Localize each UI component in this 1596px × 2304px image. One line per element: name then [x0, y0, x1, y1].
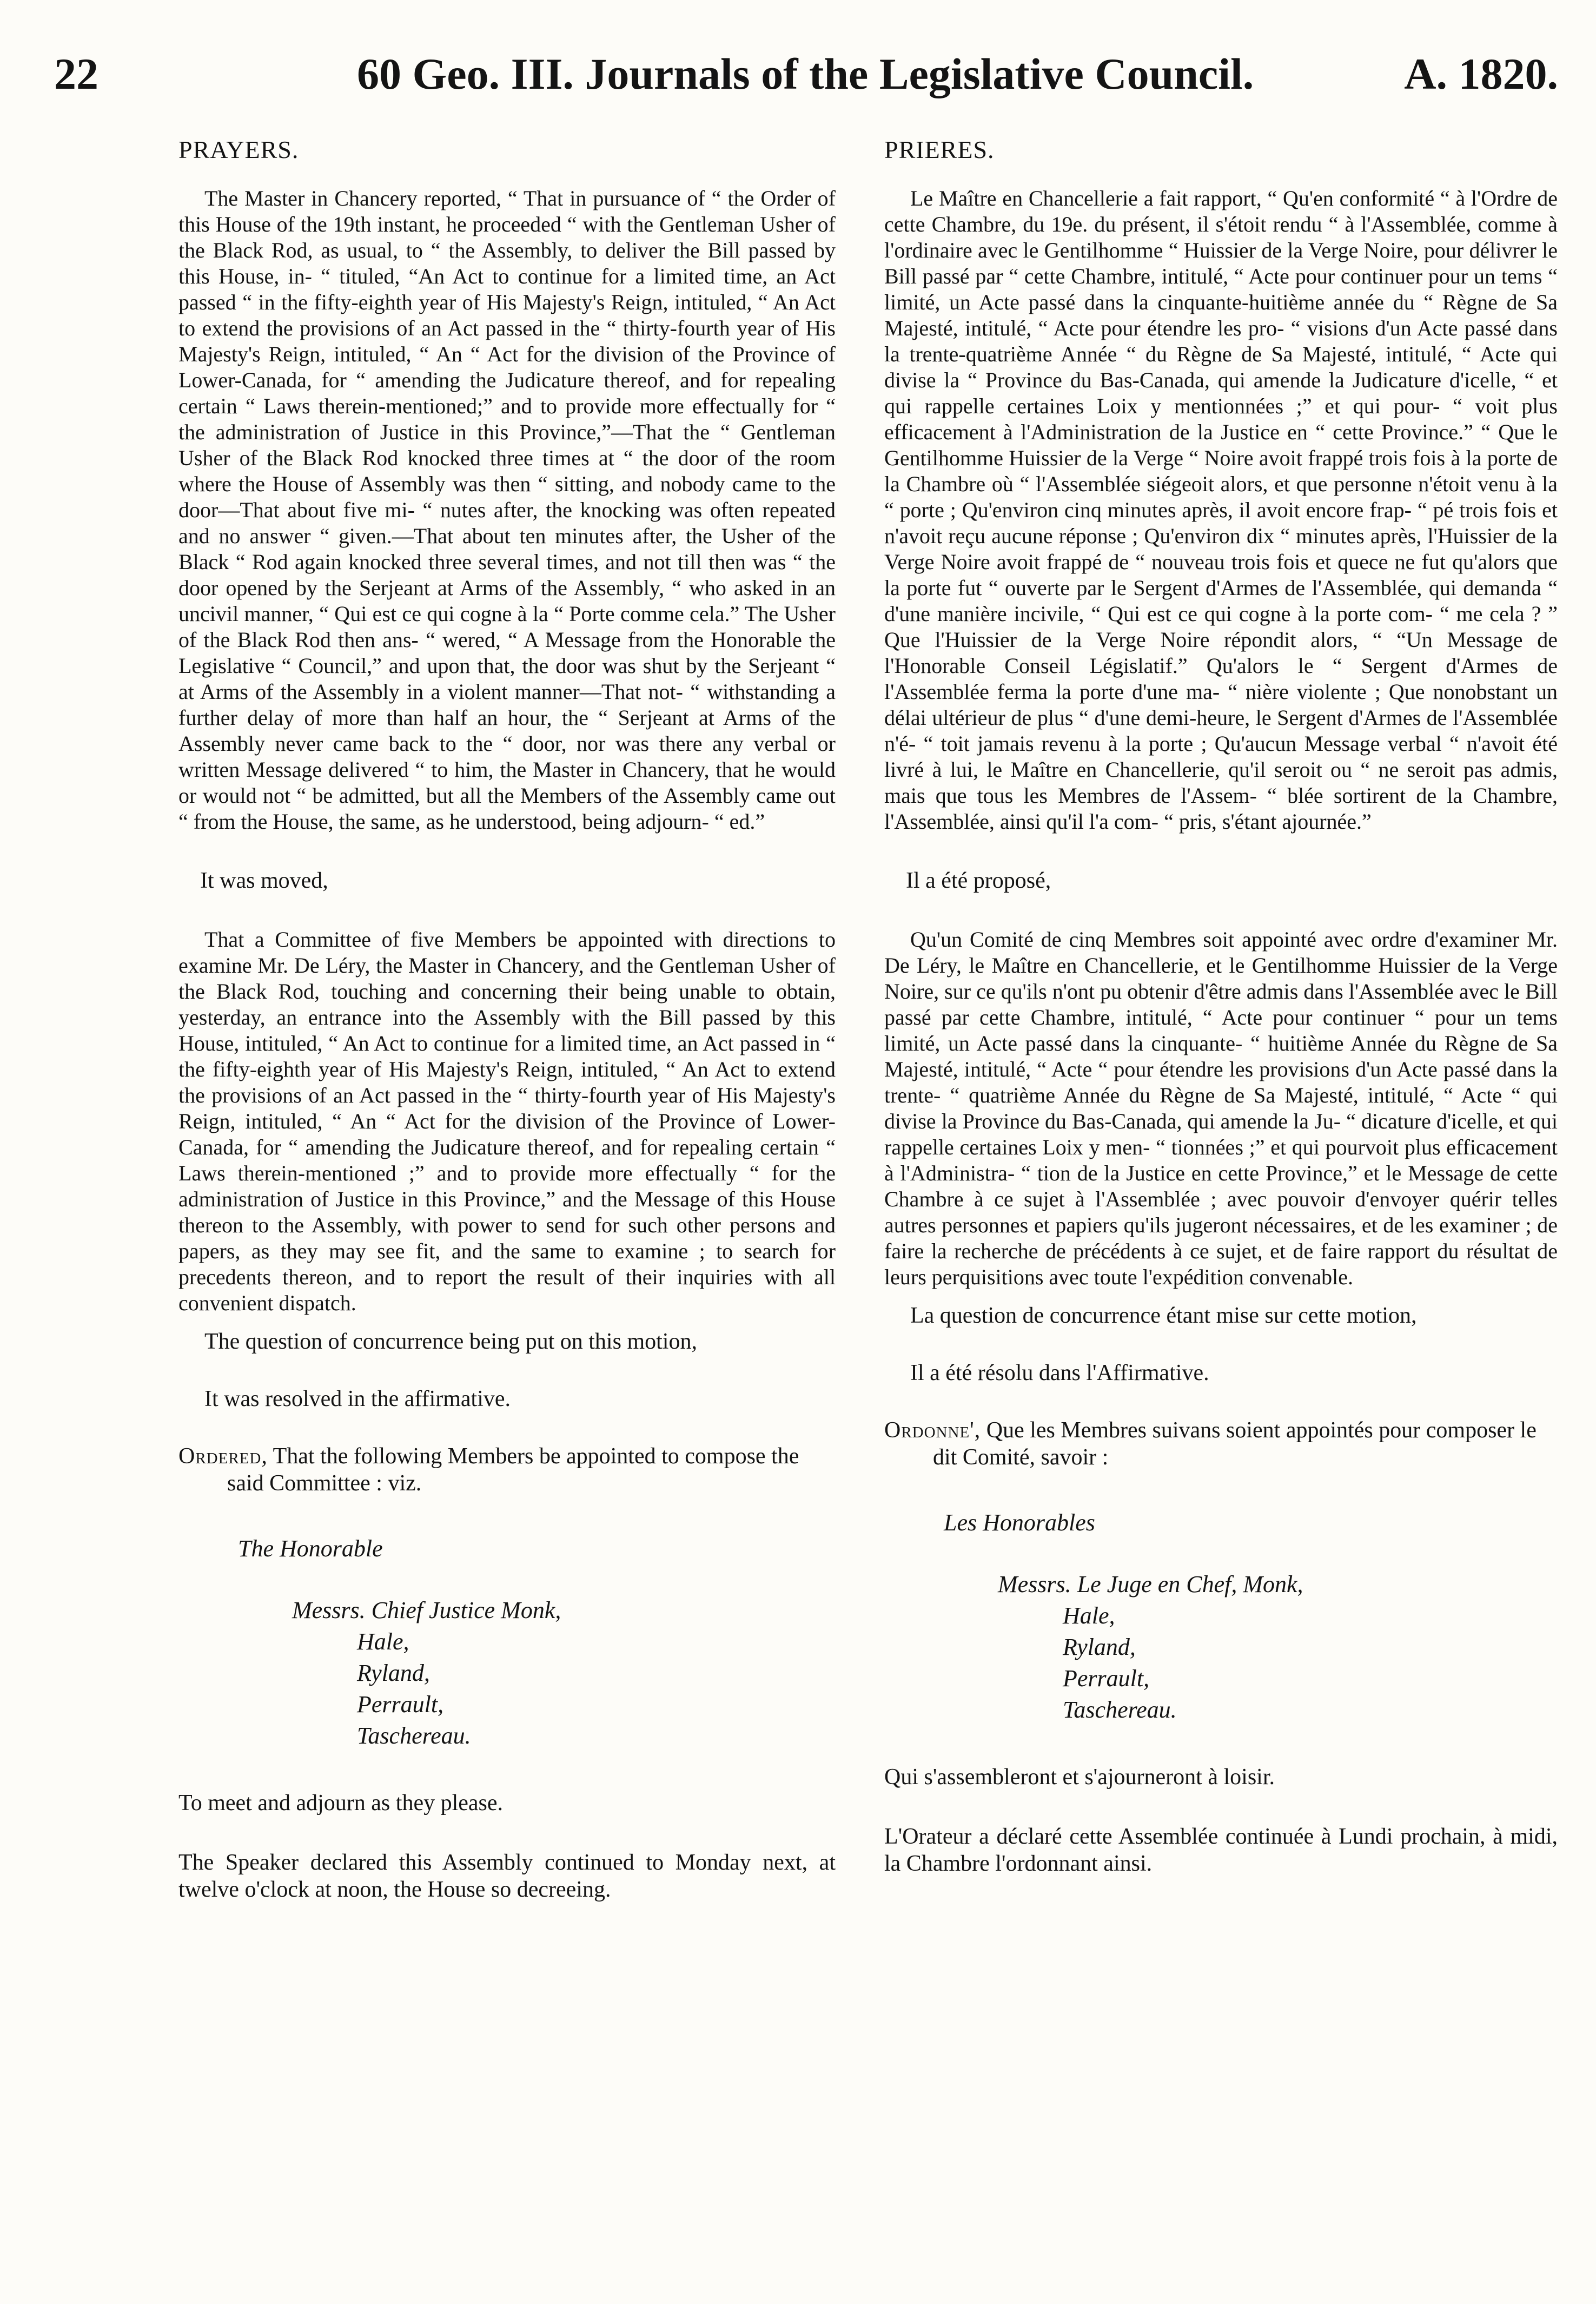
french-column [884, 135, 1558, 1903]
ordered-label: Ordonne', [884, 1418, 981, 1443]
motion-paragraph: Qu'un Comité de cinq Membres soit appointé avec ordre d'examiner Mr. De Léry, le Maître en Chancellerie, et le Gentilhomme Huissier de la Verge Noire, sur ce qu'ils n'ont pu obtenir d'être admis dans l'Assemblée avec le Bill passé par cette Chambre, intitulé, “ Acte pour continuer “ pour un tems limité, un Acte passé dans la cinquante- “ huitième Année du Règne de Sa Majesté, intitulé, “ Acte “ pour étendre les provisions d'un Acte passé dans la trente- “ quatrième Année du Règne de Sa Majesté, intitulé, “ Acte “ qui divise la Province du Bas-Canada, qui amende la Ju- “ dicature d'icelle, et qui rappelle certaines Loix y men- “ tionnées ;” et qui pourvoit plus efficacement à l'Administra- “ tion de la Justice en cette Province,” et le Message de cette Chambre à ce sujet à l'Assemblée ; avec pouvoir d'envoyer quérir telles autres personnes et papiers qu'ils jugeront nécessaires, et de les examiner ; de faire la recherche de précédents à ce sujet, et de faire rapport du résultat de leurs perquisitions avec toute l'expédition convenable. [884, 927, 1558, 1289]
ordered-text: Que les Membres suivans soient appointés pour composer le dit Comité, savoir : [933, 1418, 1537, 1470]
committee-member: Taschereau. [1063, 1696, 1177, 1723]
ordered-paragraph [884, 1417, 1558, 1471]
master-report-paragraph: The Master in Chancery reported, “ That in pursuance of “ the Order of this House of the 19th instant, he proceeded “ with the Gentleman Usher of the Black Rod, as usual, to “ the Assembly, to deliver the Bill passed by this House, in- “ tituled, “An Act to continue for a limited time, an Act passed “ in the fifty-eighth year of His Majesty's Reign, intituled, “ An Act to extend the provisions of an Act passed in the “ thirty-fourth year of His Majesty's Reign, intituled, “ An “ Act for the division of the Province of Lower-Canada, for “ amending the Judicature thereof, and for repealing certain “ Laws therein-mentioned;” and to provide more effectually for “ the administration of Justice in this Province,”—That the “ Gentleman Usher of the Black Rod knocked three times at “ the door of the room where the House of Assembly was then “ sitting, and nobody came to the door—That about five mi- “ nutes after, the knocking was often repeated and no answer “ given.—That about ten minutes after, the Usher of the Black “ Rod again knocked three several times, and not till then was “ the door opened by the Serjeant at Arms of the Assembly, “ who asked in an uncivil manner, “ Qui est ce qui cogne à la “ Porte comme cela.” The Usher of the Black Rod then ans- “ wered, “ A Message from the Honorable the Legislative “ Council,” and upon that, the door was shut by the Serjeant “ at Arms of the Assembly in a violent manner—That not- “ withstanding a further delay of more than half an hour, the “ Serjeant at Arms of the Assembly never came back to the “ door, nor was there any verbal or written Message delivered “ to him, the Master in Chancery, that he would or would not “ be admitted, but all the Members of the Assembly came out “ from the House, the same, as he understood, being adjourn- “ ed.” [178, 186, 836, 834]
committee-member: Messrs. Chief Justice Monk, [292, 1597, 561, 1623]
ordered-paragraph [178, 1443, 836, 1497]
committee-member: Messrs. Le Juge en Chef, Monk, [998, 1571, 1303, 1597]
speaker-paragraph: L'Orateur a déclaré cette Assemblée continuée à Lundi prochain, à midi, la Chambre l'ordonnant ainsi. [884, 1824, 1558, 1876]
committee-members-list [998, 1569, 1558, 1726]
moved-line: Il a été proposé, [906, 868, 1051, 893]
honorable-heading: Les Honorables [944, 1509, 1095, 1536]
bilingual-columns [178, 135, 1558, 1903]
meet-line: To meet and adjourn as they please. [178, 1791, 504, 1816]
question-line: La question de concurrence étant mise sur cette motion, [910, 1303, 1417, 1328]
motion-paragraph: That a Committee of five Members be appointed with directions to examine Mr. De Léry, the Master in Chancery, and the Gentleman Usher of the Black Rod, touching and concerning their being unable to obtain, yesterday, an entrance into the Assembly with the Bill passed by this House, intituled, “ An Act to continue for a limited time, an Act passed in “ the fifty-eighth year of His Majesty's Reign, intituled, “ An Act to extend the provisions of an Act passed in the “ thirty-fourth year of His Majesty's Reign, intituled, “ An “ Act for the division of the Province of Lower-Canada, for “ amending the Judicature thereof, and for repealing certain “ Laws therein-mentioned ;” and to provide more effectually “ for the administration of Justice in this Province,” and the Message of this House thereon to the Assembly, with power to send for such other persons and papers, as they may see fit, and the same to examine ; to search for precedents thereon, and to report the result of their inquiries with all convenient dispatch. [178, 927, 836, 1315]
resolved-line: Il a été résolu dans l'Affirmative. [910, 1361, 1209, 1385]
committee-member: Hale, [357, 1628, 409, 1655]
committee-members-list [292, 1595, 836, 1752]
page-number: 22 [54, 49, 98, 98]
speaker-paragraph: The Speaker declared this Assembly continued to Monday next, at twelve o'clock at noon, the House so decreeing. [178, 1850, 836, 1902]
ordered-label: Ordered, [178, 1444, 268, 1469]
resolved-line: It was resolved in the affirmative. [204, 1387, 511, 1411]
master-report-paragraph: Le Maître en Chancellerie a fait rapport, “ Qu'en conformité “ à l'Ordre de cette Chambre, du 19e. du présent, il s'étoit rendu “ à l'Assemblée, comme à l'ordinaire avec le Gentilhomme “ Huissier de la Verge Noire, pour délivrer le Bill passé par “ cette Chambre, intitulé, “ Acte pour continuer pour un tems “ limité, un Acte passé dans la cinquante-huitième année du “ Règne de Sa Majesté, intitulé, “ Acte pour étendre les pro- “ visions d'un Acte passé dans la trente-quatrième Année “ du Règne de Sa Majesté, intitulé, “ Acte qui divise la “ Province du Bas-Canada, qui amende la Judicature d'icelle, “ et qui rappelle certaines Loix y mentionnées ;” et qui pour- “ voit plus efficacement à l'Administration de la Justice en “ cette Province.” “ Que le Gentilhomme Huissier de la Verge “ Noire avoit frappé trois fois à la porte de la Chambre où “ l'Assemblée siégeoit alors, et que personne n'étoit venu à la “ porte ; Qu'environ cinq minutes après, il avoit encore frap- “ pé trois fois et n'avoit reçu aucune réponse ; Qu'environ dix “ minutes après, l'Huissier de la Verge Noire avoit frappé de “ nouveau trois fois et quece ne fut qu'alors que la porte fut “ ouverte par le Sergent d'Armes de l'Assemblée, qui demanda “ d'une manière incivile, “ Qui est ce qui cogne à la porte com- “ me cela ? ” Que l'Huissier de la Verge Noire répondit alors, “ “Un Message de l'Honorable Conseil Législatif.” Qu'alors le “ Sergent d'Armes de l'Assemblée ferma la porte d'une ma- “ nière violente ; Que nonobstant un délai ultérieur de plus “ d'une demi-heure, le Sergent d'Armes de l'Assemblée n'é- “ toit jamais revenu à la porte ; Qu'aucun Message verbal “ n'avoit été livré à lui, le Maître en Chancellerie, qu'il seroit ou “ ne seroit pas admis, mais que tous les Membres de l'Assem- “ blée sortirent de la Chambre, l'Assemblée, ainsi qu'il l'a com- “ pris, s'étant ajournée.” [884, 186, 1558, 834]
english-column [178, 135, 836, 1903]
committee-member: Hale, [1063, 1602, 1115, 1629]
journal-title: 60 Geo. III. Journals of the Legislative Council. [357, 49, 1254, 98]
question-line: The question of concurrence being put on this motion, [204, 1329, 697, 1354]
honorable-heading: The Honorable [238, 1535, 383, 1562]
committee-member: Ryland, [1063, 1634, 1136, 1660]
journal-year: A. 1820. [1404, 49, 1558, 98]
section-heading: PRIERES. [884, 136, 995, 163]
committee-member: Perrault, [357, 1691, 444, 1718]
meet-line: Qui s'assembleront et s'ajourneront à loisir. [884, 1765, 1275, 1790]
ordered-text: That the following Members be appointed to compose the said Committee : viz. [227, 1444, 799, 1496]
committee-member: Perrault, [1063, 1665, 1150, 1692]
moved-line: It was moved, [200, 868, 328, 893]
committee-member: Ryland, [357, 1660, 430, 1686]
page-header [54, 49, 1558, 108]
committee-member: Taschereau. [357, 1722, 471, 1749]
section-heading: PRAYERS. [178, 136, 299, 163]
